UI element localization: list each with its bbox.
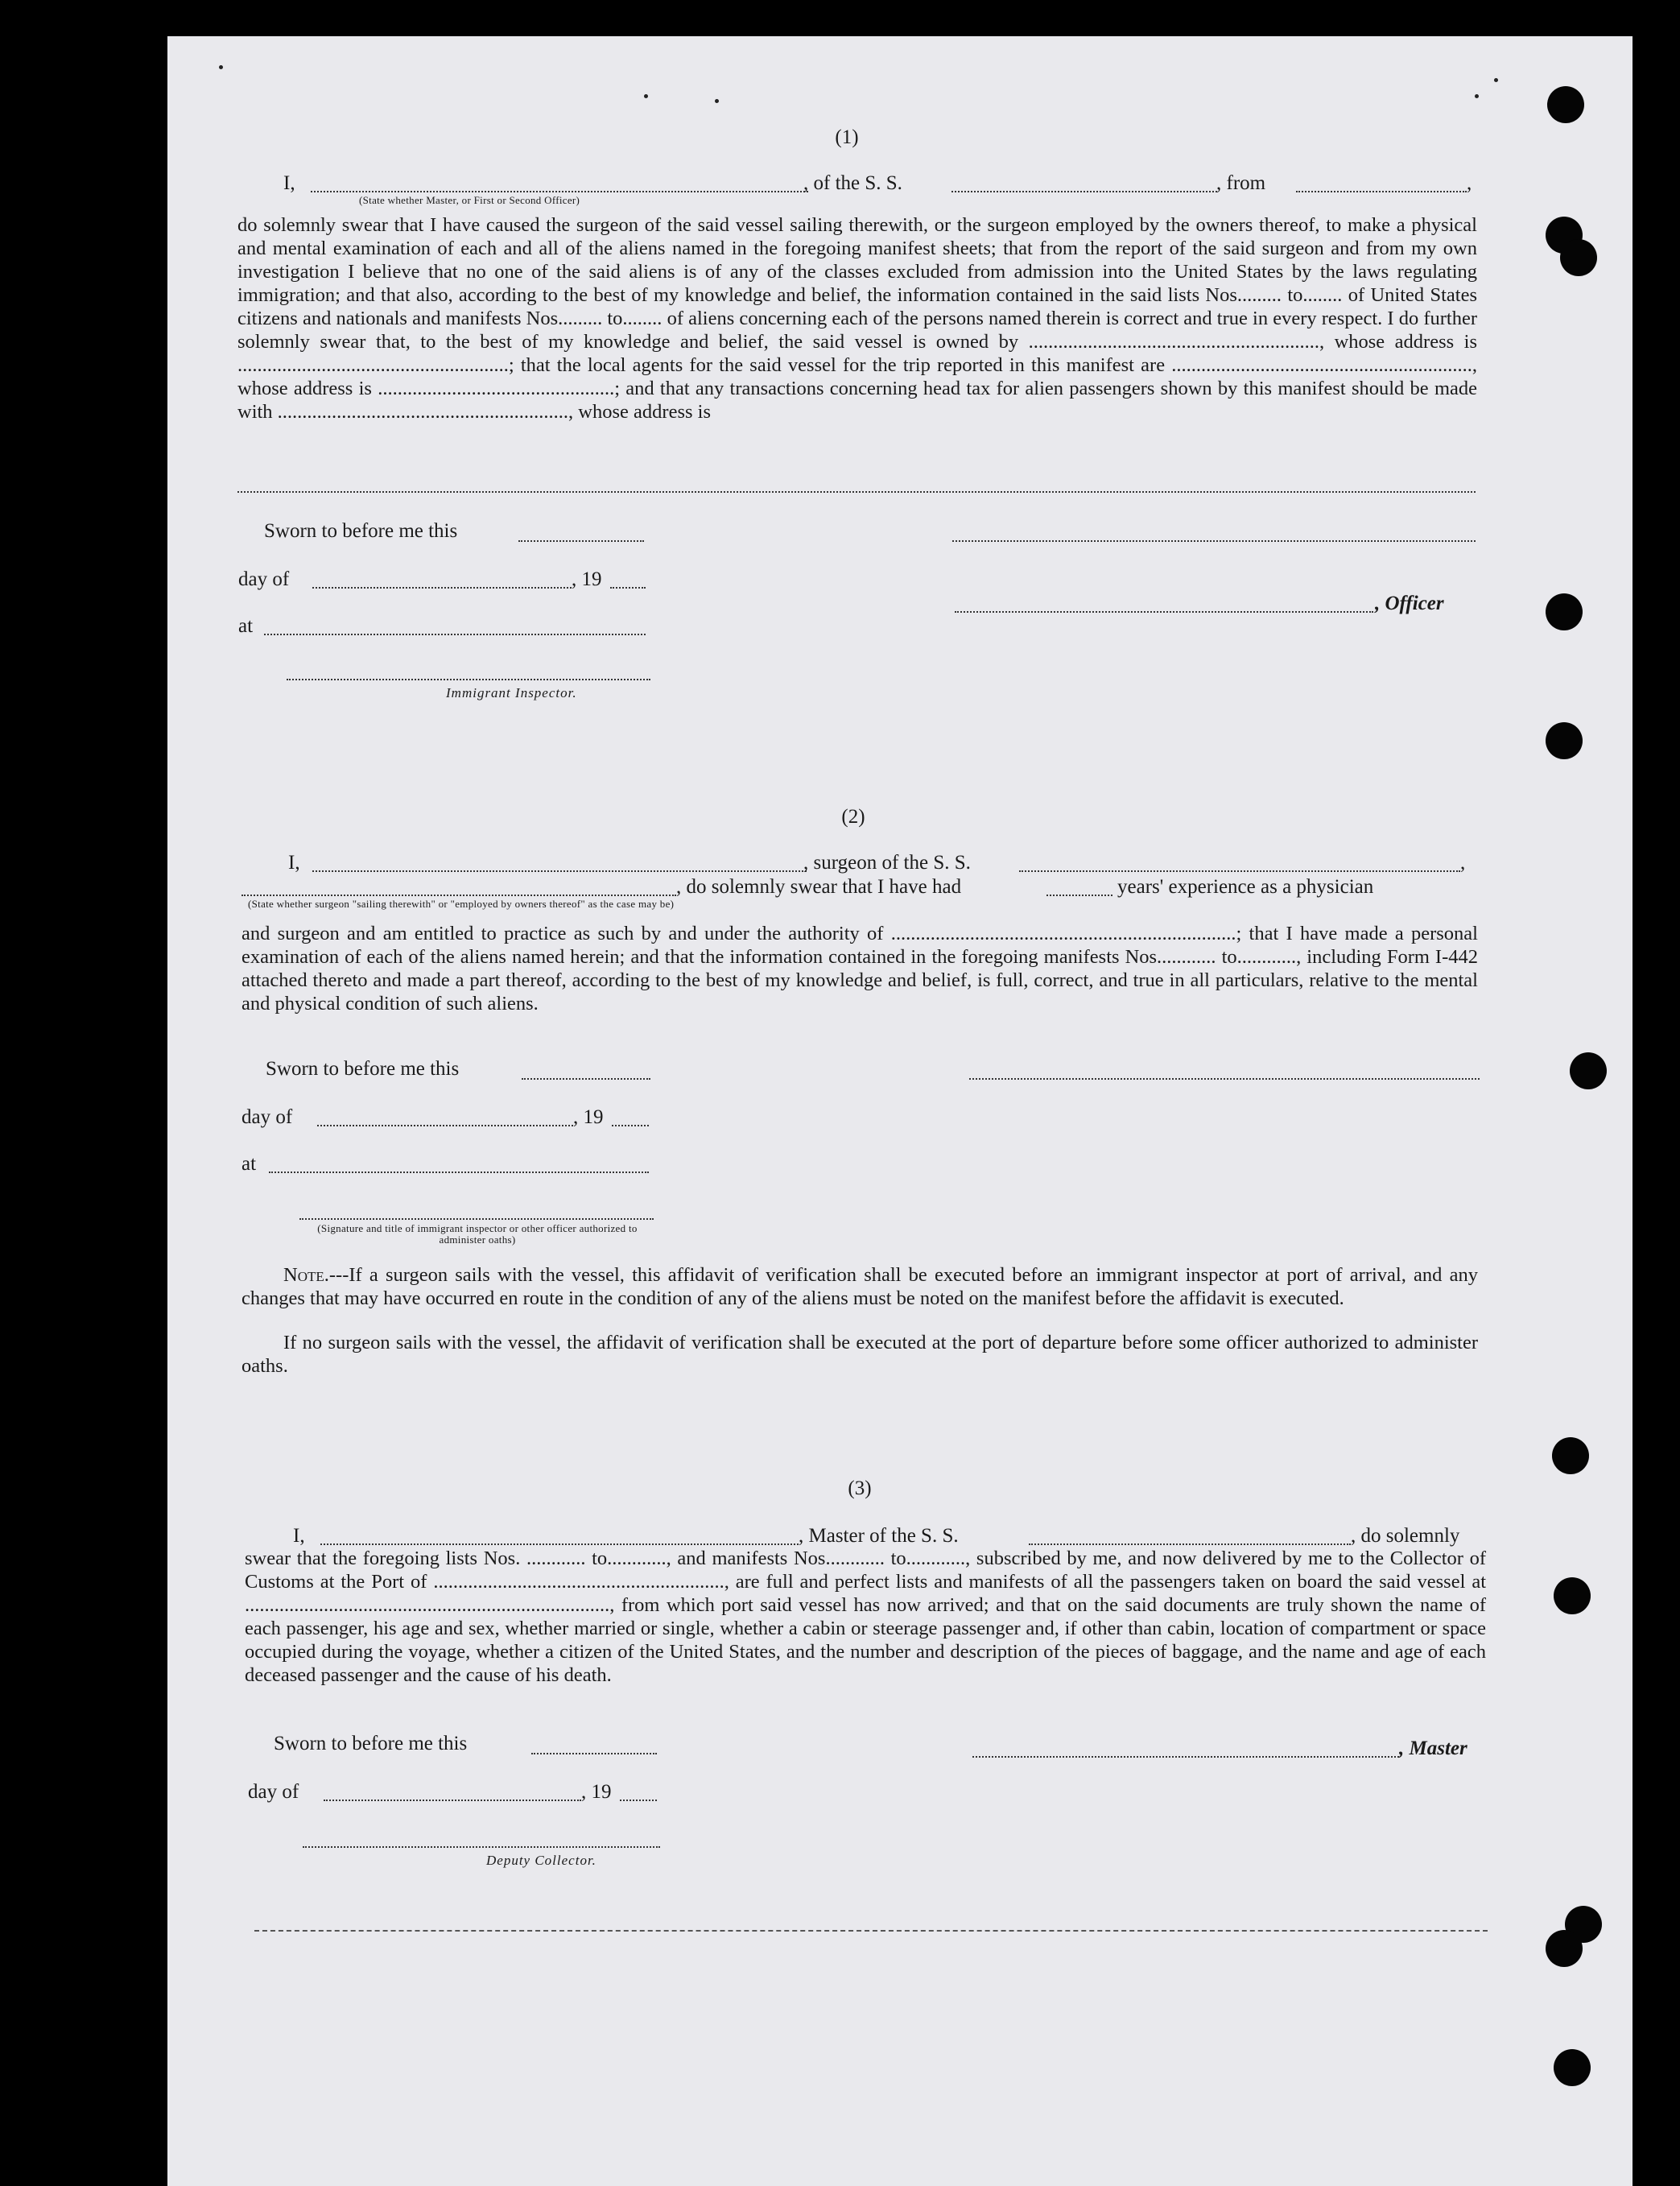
s1-i-label: I, bbox=[283, 172, 295, 194]
s3-year-label: , 19 bbox=[581, 1781, 612, 1803]
s1-officer-label: , Officer bbox=[1375, 593, 1444, 614]
s1-oath-text: do solemnly swear that I have caused the surgeon of the said vessel sailing therewith, or the surgeon employed by the owners thereof, to make a physical and mental examination of each and all of the aliens named in the foregoing manifest sheets; that from the report of the said surgeon and from my own investigation I believe that no one of the said aliens is of any of the classes excluded from admission into the United States by the laws regulating immigration; and that also, according to the best of my knowledge and belief, the information contained in the said lists Nos......... to........ of United States citizens and nationals and manifests Nos......... to........ of aliens concerning each of the persons named therein is correct and true in every respect. I do further solemnly swear that, to the best of my knowledge and belief, the said vessel is owned by ..........................................................., whose address is .......................................................; that the local agents for the said vessel for the trip reported in this manifest are ............................................................., whose address is ................................................; and that any transactions concerning head tax for alien passengers shown by this manifest should be made with ..........................................................., whose address is bbox=[237, 214, 1477, 423]
punch-hole bbox=[1554, 1577, 1591, 1614]
s1-officer-signature-field[interactable] bbox=[955, 611, 1373, 613]
scan-speck bbox=[1494, 78, 1498, 82]
s2-note-1 bbox=[241, 1263, 1478, 1310]
section2-heading: (2) bbox=[841, 806, 865, 828]
s1-from-label: , from bbox=[1216, 172, 1266, 194]
s2-comma: , bbox=[1460, 852, 1466, 874]
punch-hole bbox=[1560, 239, 1597, 276]
s2-ship-name-field[interactable] bbox=[1019, 870, 1460, 872]
punch-hole bbox=[1570, 1052, 1607, 1089]
s1-comma: , bbox=[1467, 172, 1472, 194]
s1-sworn-date-field[interactable] bbox=[518, 540, 644, 542]
s1-ship-name-field[interactable] bbox=[951, 191, 1217, 192]
s1-inspector-label: Immigrant Inspector. bbox=[446, 685, 577, 700]
s3-day-of-label: day of bbox=[248, 1781, 299, 1803]
s2-at-field[interactable] bbox=[269, 1172, 649, 1173]
s2-status-note: (State whether surgeon "sailing therewith" or "employed by owners thereof" as the case may be) bbox=[248, 898, 675, 910]
s2-status-field[interactable] bbox=[241, 895, 676, 896]
s3-master-signature-field[interactable] bbox=[972, 1756, 1399, 1758]
scan-speck bbox=[1475, 94, 1479, 98]
section3-heading: (3) bbox=[848, 1477, 872, 1499]
s1-rank-note: (State whether Master, or First or Second Officer) bbox=[359, 194, 580, 206]
s1-address-field[interactable] bbox=[237, 491, 1476, 493]
scan-speck bbox=[219, 65, 223, 69]
s3-ship-name-field[interactable] bbox=[1029, 1543, 1351, 1545]
form-page bbox=[167, 36, 1633, 2186]
punch-hole bbox=[1554, 2049, 1591, 2086]
s3-year-field[interactable] bbox=[620, 1800, 657, 1801]
s2-years-label: years' experience as a physician bbox=[1117, 876, 1374, 898]
s2-i-label: I, bbox=[288, 852, 300, 874]
s2-year-field[interactable] bbox=[612, 1125, 649, 1126]
s2-years-field[interactable] bbox=[1046, 895, 1112, 896]
punch-hole bbox=[1552, 1437, 1589, 1474]
scan-speck bbox=[715, 99, 719, 103]
punch-hole bbox=[1546, 593, 1583, 630]
s2-note-text: ---If a surgeon sails with the vessel, this affidavit of verification shall be executed before an immigrant inspector at port of arrival, and any changes that may have occurred en route in the condition of any of the aliens must be noted on the manifest before the affidavit is executed. bbox=[241, 1264, 1478, 1309]
bottom-rule bbox=[254, 1930, 1488, 1932]
s1-officer-name-field[interactable] bbox=[311, 191, 808, 192]
s2-swear-label: , do solemnly swear that I have had bbox=[676, 876, 962, 898]
s1-sworn-label: Sworn to before me this bbox=[264, 520, 458, 542]
s3-master-name-field[interactable] bbox=[320, 1543, 799, 1545]
punch-hole bbox=[1546, 722, 1583, 759]
s2-note-label: Note. bbox=[283, 1264, 329, 1286]
punch-hole bbox=[1546, 1930, 1583, 1967]
s2-sworn-label: Sworn to before me this bbox=[266, 1058, 460, 1080]
s3-sworn-date-field[interactable] bbox=[531, 1753, 657, 1754]
s1-day-of-label: day of bbox=[238, 568, 290, 590]
punch-hole bbox=[1547, 86, 1584, 123]
s1-year-label: , 19 bbox=[572, 568, 602, 590]
s1-year-field[interactable] bbox=[610, 587, 646, 589]
s2-surgeon-signature-field[interactable] bbox=[969, 1078, 1480, 1080]
s2-day-of-field[interactable] bbox=[317, 1125, 573, 1126]
s2-at-label: at bbox=[241, 1153, 257, 1175]
s1-of-ss-label: , of the S. S. bbox=[803, 172, 902, 194]
s1-inspector-signature-field[interactable] bbox=[287, 679, 650, 680]
s1-from-port-field[interactable] bbox=[1296, 191, 1467, 192]
s2-surgeon-label: , surgeon of the S. S. bbox=[803, 852, 971, 874]
s2-oath-text: and surgeon and am entitled to practice as such by and under the authority of ......................................................................; that I have made a personal examination of each of the aliens named herein; and that the information contained in the foregoing manifests Nos............ to............, including Form I-442 attached thereto and made a part thereof, according to the best of my knowledge and belief, is full, correct, and true in all particulars, relative to the mental and physical condition of such aliens. bbox=[241, 923, 1478, 1014]
s1-at-field[interactable] bbox=[264, 634, 646, 635]
s2-inspector-signature-field[interactable] bbox=[299, 1218, 654, 1220]
s2-year-label: , 19 bbox=[573, 1106, 604, 1128]
s1-day-of-field[interactable] bbox=[312, 587, 572, 589]
s1-at-label: at bbox=[238, 615, 254, 637]
s2-surgeon-name-field[interactable] bbox=[312, 870, 807, 872]
s3-master-label: , Master of the S. S. bbox=[799, 1525, 959, 1547]
s3-collector-label: Deputy Collector. bbox=[486, 1853, 596, 1868]
s2-signature-note: (Signature and title of immigrant inspector or other officer authorized to administer oaths) bbox=[317, 1222, 638, 1246]
s2-note-2: If no surgeon sails with the vessel, the affidavit of verification shall be executed at the port of departure before some officer authorized to administer oaths. bbox=[241, 1332, 1478, 1377]
s1-officer-signature-top[interactable] bbox=[952, 540, 1476, 542]
s3-master-role-label: , Master bbox=[1399, 1738, 1467, 1759]
section1-heading: (1) bbox=[835, 126, 859, 148]
s2-day-of-label: day of bbox=[241, 1106, 293, 1128]
s3-collector-signature-field[interactable] bbox=[303, 1846, 660, 1848]
scan-speck bbox=[644, 94, 648, 98]
s3-sworn-label: Sworn to before me this bbox=[274, 1733, 468, 1754]
s3-i-label: I, bbox=[293, 1525, 305, 1547]
s3-solemnly-label: , do solemnly bbox=[1351, 1525, 1460, 1547]
s2-sworn-date-field[interactable] bbox=[522, 1078, 650, 1080]
s3-day-of-field[interactable] bbox=[324, 1800, 581, 1801]
s3-oath-text: swear that the foregoing lists Nos. ............ to............, and manifests Nos............ to............, subscribed by me, and now delivered by me to the Collector of Customs at the Port of ..........................................................., are full and perfect lists and manifests of all the passengers taken on board the said vessel at .........................................................................., from which port said vessel has now arrived; and that on the said documents are truly shown the name of each passenger, his age and sex, whether married or single, whether a cabin or steerage passenger and, if other than cabin, location of compartment or space occupied during the voyage, whether a citizen of the United States, and the number and description of the pieces of baggage, and the name and age of each deceased passenger and the cause of his death. bbox=[245, 1548, 1486, 1686]
